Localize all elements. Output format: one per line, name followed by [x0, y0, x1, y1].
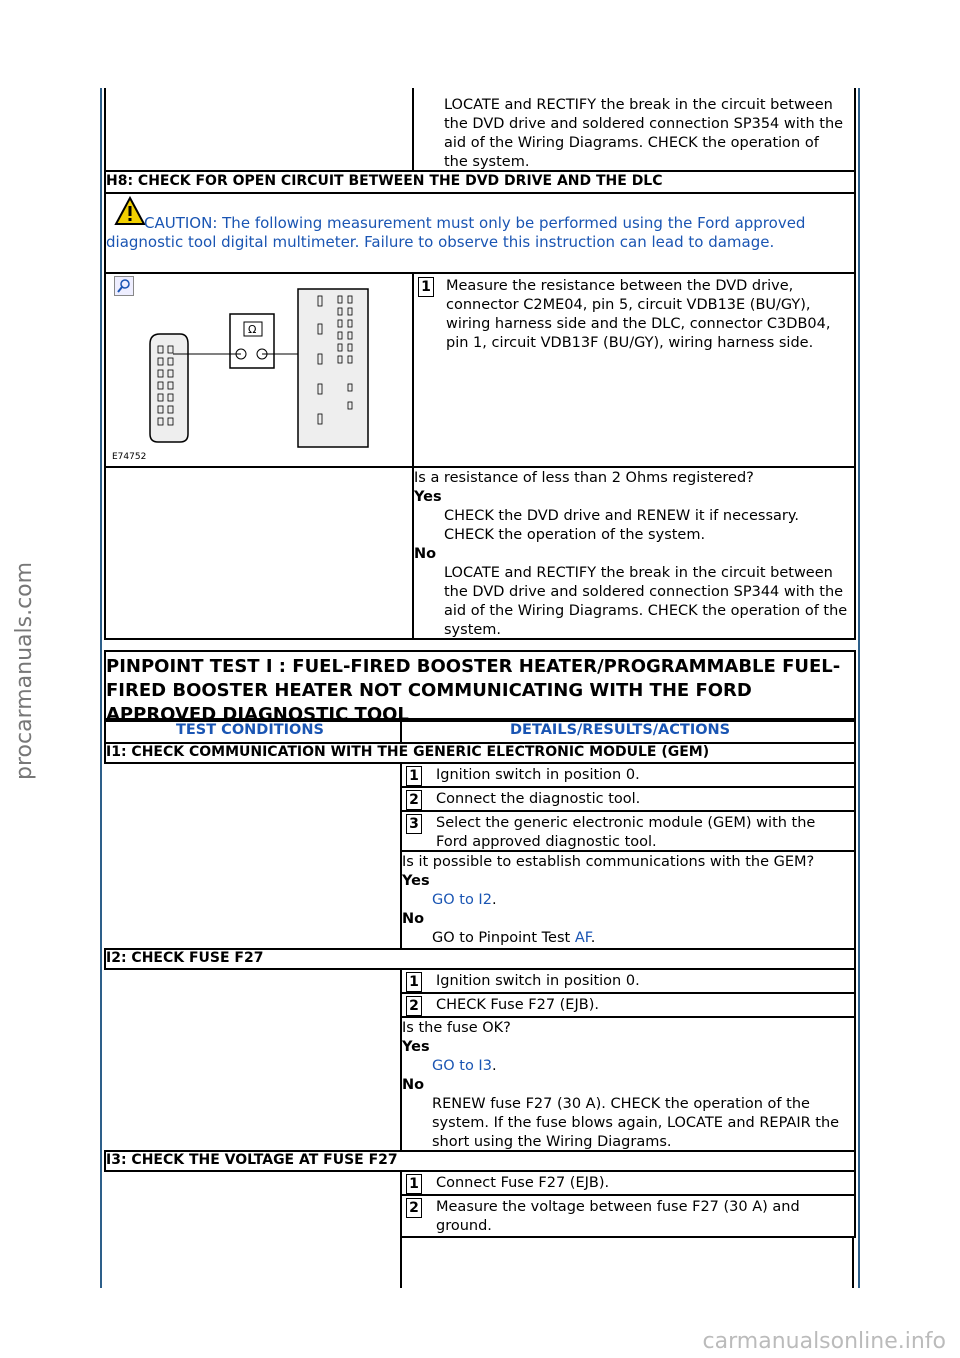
step-number: 3: [406, 814, 422, 834]
yes-label: Yes: [402, 1039, 430, 1055]
i1-title: I1: CHECK COMMUNICATION WITH THE GENERIC ELECTRONIC MODULE (GEM): [106, 744, 710, 760]
i1-no-text: GO to Pinpoint Test: [432, 930, 575, 946]
i1-step2-text: Connect the diagnostic tool.: [436, 791, 641, 807]
i3-step2-text: Measure the voltage between fuse F27 (30 A) and ground.: [436, 1199, 800, 1234]
yes-label: Yes: [414, 489, 442, 505]
col-test-conditions: TEST CONDITIONS: [176, 722, 324, 738]
h7-action-text: LOCATE and RECTIFY the break in the circuit between the DVD drive and soldered connection SP354 with the aid of the Wiring Diagrams. CHECK the operation of the system.: [444, 97, 844, 170]
h8-step-text: Measure the resistance between the DVD drive, connector C2ME04, pin 5, circuit VDB13E (BU/GY), wiring harness side and the DLC, connector C3DB04, pin 1, circuit VDB13F (BU/GY), wiring harness side.: [446, 278, 831, 351]
right-frame-line: [858, 88, 860, 1288]
i2-question: Is the fuse OK?: [402, 1020, 511, 1036]
step-number: 1: [406, 1174, 422, 1194]
h8-results: [414, 469, 850, 640]
zoom-icon[interactable]: [114, 276, 134, 296]
no-label: No: [402, 911, 425, 927]
header-divider: [400, 720, 402, 742]
caution-text: CAUTION: The following measurement must only be performed using the Ford approved diagnostic tool digital multimeter. Failure to observe this instruction can lead to damage.: [106, 214, 806, 251]
i1-results: [402, 853, 850, 948]
i3-step1-text: Connect Fuse F27 (EJB).: [436, 1175, 610, 1191]
punct: .: [491, 892, 497, 908]
step-number: 2: [406, 790, 422, 810]
h8-yes-text: CHECK the DVD drive and RENEW it if necessary. CHECK the operation of the system.: [444, 508, 799, 543]
col-details: DETAILS/RESULTS/ACTIONS: [510, 722, 731, 738]
step-number: 1: [418, 277, 434, 297]
i2-title: I2: CHECK FUSE F27: [106, 950, 264, 966]
left-frame-line: [100, 88, 102, 1288]
bottom-watermark: carmanualsonline.info: [702, 1329, 946, 1354]
punct: .: [590, 930, 596, 946]
step-number: 1: [406, 766, 422, 786]
h8-no-text: LOCATE and RECTIFY the break in the circuit between the DVD drive and soldered connection SP344 with the aid of the Wiring Diagrams. CHECK the operation of the system.: [444, 565, 848, 638]
wiring-diagram-image: [140, 284, 380, 454]
h8-question: Is a resistance of less than 2 Ohms registered?: [414, 470, 754, 486]
pinpoint-title: PINPOINT TEST I : FUEL-FIRED BOOSTER HEATER/PROGRAMMABLE FUEL-FIRED BOOSTER HEATER NOT COMMUNICATING WITH THE FORD APPROVED DIAGNOSTIC TOOL: [106, 656, 841, 725]
h8-title: H8: CHECK FOR OPEN CIRCUIT BETWEEN THE DVD DRIVE AND THE DLC: [106, 173, 663, 189]
i3-title: I3: CHECK THE VOLTAGE AT FUSE F27: [106, 1152, 398, 1168]
step-number: 2: [406, 1198, 422, 1218]
i1-step3-text: Select the generic electronic module (GEM) with the Ford approved diagnostic tool.: [436, 815, 816, 850]
step-number: 1: [406, 972, 422, 992]
yes-label: Yes: [402, 873, 430, 889]
no-label: No: [402, 1077, 425, 1093]
i1-question: Is it possible to establish communications with the GEM?: [402, 854, 815, 870]
i1-step1-text: Ignition switch in position 0.: [436, 767, 640, 783]
step-number: 2: [406, 996, 422, 1016]
i2-results: [402, 1019, 850, 1152]
i2-step1-text: Ignition switch in position 0.: [436, 973, 640, 989]
svg-text:Ω: Ω: [248, 323, 257, 336]
go-to-i2-link[interactable]: GO to I2: [432, 892, 492, 908]
no-label: No: [414, 546, 437, 562]
side-watermark: [8, 561, 48, 910]
i3-right-border: [852, 1236, 854, 1288]
pinpoint-af-link[interactable]: AF: [574, 930, 591, 946]
punct: .: [491, 1058, 497, 1074]
side-watermark-text: procarmanuals.com: [12, 561, 37, 780]
image-label: E74752: [112, 452, 147, 462]
h7-divider: [412, 88, 414, 172]
go-to-i3-link[interactable]: GO to I3: [432, 1058, 492, 1074]
i2-step2-text: CHECK Fuse F27 (EJB).: [436, 997, 599, 1013]
i2-no-text: RENEW fuse F27 (30 A). CHECK the operation of the system. If the fuse blows again, LOCATE and REPAIR the short using the Wiring Diagrams.: [432, 1096, 840, 1150]
